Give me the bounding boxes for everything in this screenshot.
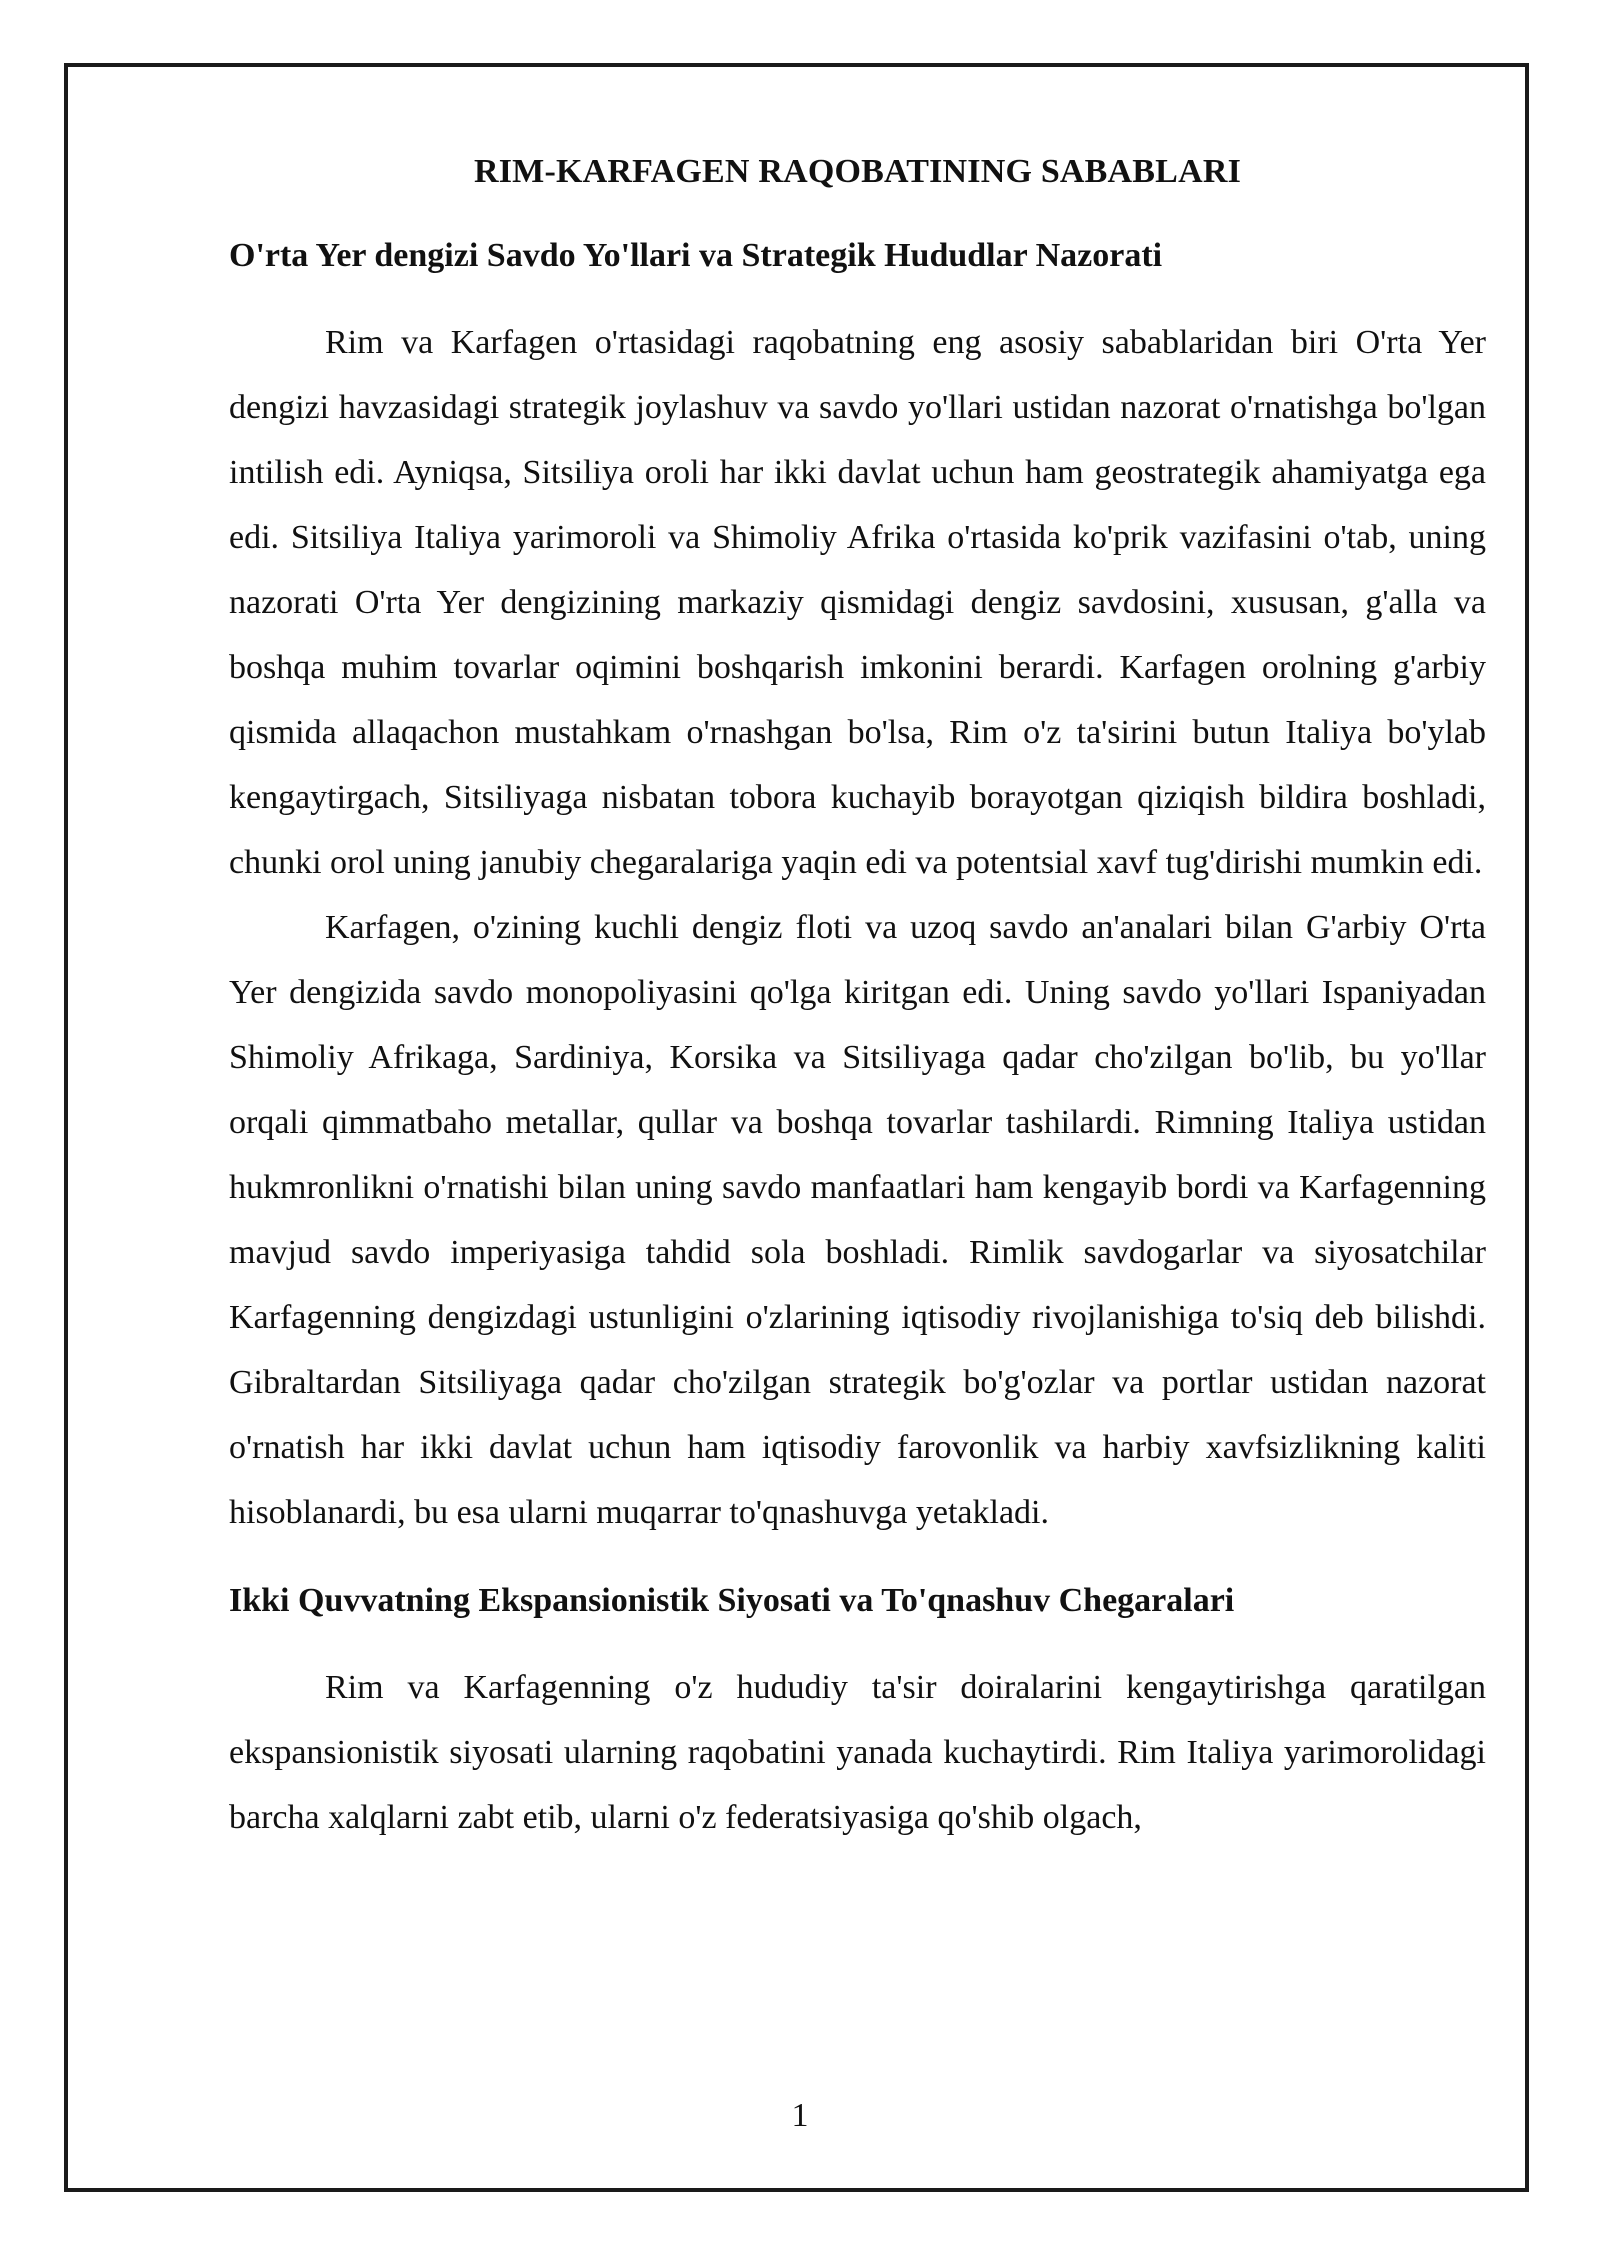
document-title: RIM-KARFAGEN RAQOBATINING SABABLARI [473, 153, 1242, 190]
paragraph: Rim va Karfagenning o'z hududiy ta'sir doiralarini kengaytirishga qaratilgan ekspansionistik siyosati ularning raqobatini yanada kuchaytirdi. Rim Italiya yarimorolidagi barcha xalqlarni zabt etib, ularni o'z federatsiyasiga qo'shib olgach, [229, 1669, 1486, 1836]
section-heading: Ikki Quvvatning Ekspansionistik Siyosati va To'qnashuv Chegaralari [229, 1582, 1235, 1619]
page-number: 1 [791, 2097, 809, 2134]
section-heading: O'rta Yer dengizi Savdo Yo'llari va Strategik Hududlar Nazorati [229, 237, 1163, 274]
document-body [229, 150, 1486, 1850]
paragraph: Karfagen, o'zining kuchli dengiz floti va uzoq savdo an'analari bilan G'arbiy O'rta Yer dengizida savdo monopoliyasini qo'lga kiritgan edi. Uning savdo yo'llari Ispaniyadan Shimoliy Afrikaga, Sardiniya, Korsika va Sitsiliyaga qadar cho'zilgan bo'lib, bu yo'llar orqali qimmatbaho metallar, qullar va boshqa tovarlar tashilardi. Rimning Italiya ustidan hukmronlikni o'rnatishi bilan uning savdo manfaatlari ham kengayib bordi va Karfagenning mavjud savdo imperiyasiga tahdid sola boshladi. Rimlik savdogarlar va siyosatchilar Karfagenning dengizdagi ustunligini o'zlarining iqtisodiy rivojlanishiga to'siq deb bilishdi. Gibraltardan Sitsiliyaga qadar cho'zilgan strategik bo'g'ozlar va portlar ustidan nazorat o'rnatish har ikki davlat uchun ham iqtisodiy farovonlik va harbiy xavfsizlikning kaliti hisoblanardi, bu esa ularni muqarrar to'qnashuvga yetakladi. [229, 909, 1486, 1531]
section-trade-routes [229, 234, 1486, 1545]
paragraph: Rim va Karfagen o'rtasidagi raqobatning eng asosiy sabablaridan biri O'rta Yer dengizi havzasidagi strategik joylashuv va savdo yo'llari ustidan nazorat o'rnatishga bo'lgan intilish edi. Ayniqsa, Sitsiliya oroli har ikki davlat uchun ham geostrategik ahamiyatga ega edi. Sitsiliya Italiya yarimoroli va Shimoliy Afrika o'rtasida ko'prik vazifasini o'tab, uning nazorati O'rta Yer dengizining markaziy qismidagi dengiz savdosini, xususan, g'alla va boshqa muhim tovarlar oqimini boshqarish imkonini berardi. Karfagen orolning g'arbiy qismida allaqachon mustahkam o'rnashgan bo'lsa, Rim o'z ta'sirini butun Italiya bo'ylab kengaytirgach, Sitsiliyaga nisbatan tobora kuchayib borayotgan qiziqish bildira boshladi, chunki orol uning janubiy chegaralariga yaqin edi va potentsial xavf tug'dirishi mumkin edi. [229, 324, 1486, 881]
section-expansionist-policy [229, 1579, 1486, 1850]
